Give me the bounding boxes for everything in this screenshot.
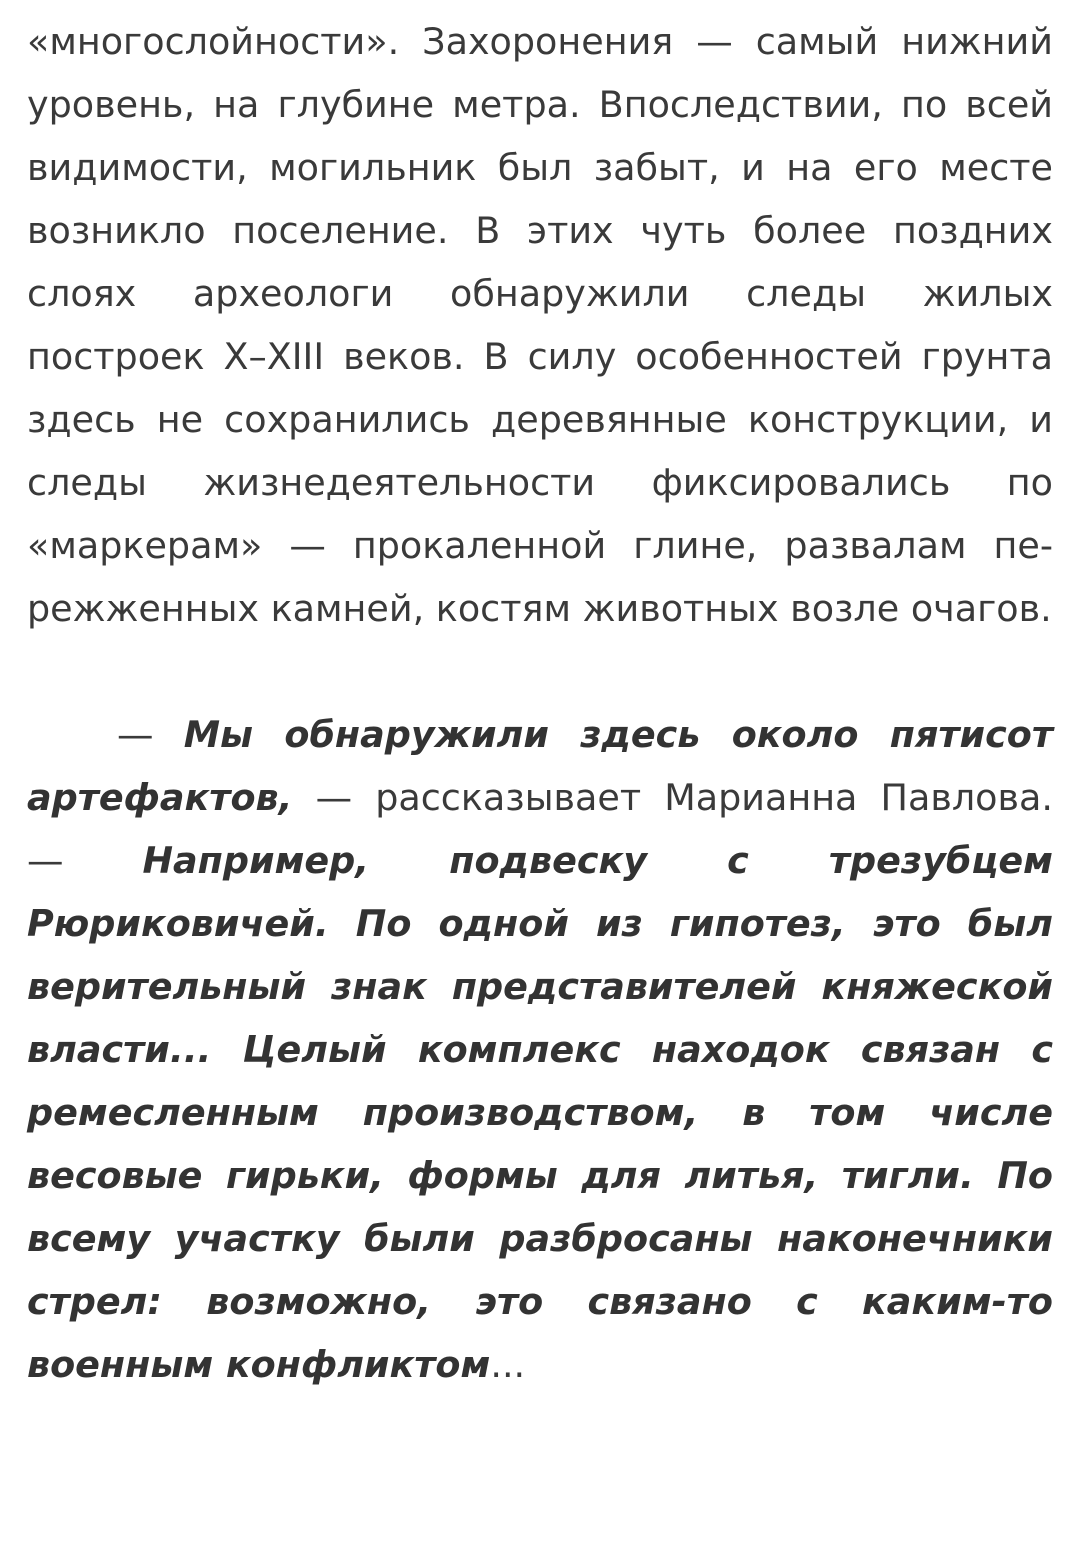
quote-attribution: — рассказывает Марианна Павлова. — [27, 776, 1053, 882]
quote-text-part-2: Например, подвеску с трезубцем Рюриковичей. По одной из гипотез, это был верительный знак представителей княжеской власти... Целый комплекс находок связан с ремесленным производством, в том числе весовые гирьки, формы для литья, тигли. По всему участку были разбросаны наконечники стрел: возможно, это связано с каким-то военным конфликтом [27, 839, 1053, 1386]
article-body [27, 10, 1053, 1396]
quote-ellipsis: ... [490, 1343, 526, 1386]
article-paragraph: «многослойности». Захоронения — самый нижний уровень, на глубине метра. Впоследствии, по всей видимости, могильник был забыт, и на его месте возникло поселение. В этих чуть более поздних слоях археологи обнаружили следы жилых построек X–XIII веков. В силу особенностей грунта здесь не сохранились деревянные конструкции, и следы жизнедеятельности фиксировались по «маркерам» — прокаленной глине, развалам пережженных камней, костям животных возле очагов. [27, 20, 1053, 630]
quote-text-part-1: Мы обнаружили здесь около пятисот артефактов, [27, 713, 1053, 819]
quote-dash: — [117, 713, 184, 756]
quote-paragraph [27, 703, 1053, 1396]
